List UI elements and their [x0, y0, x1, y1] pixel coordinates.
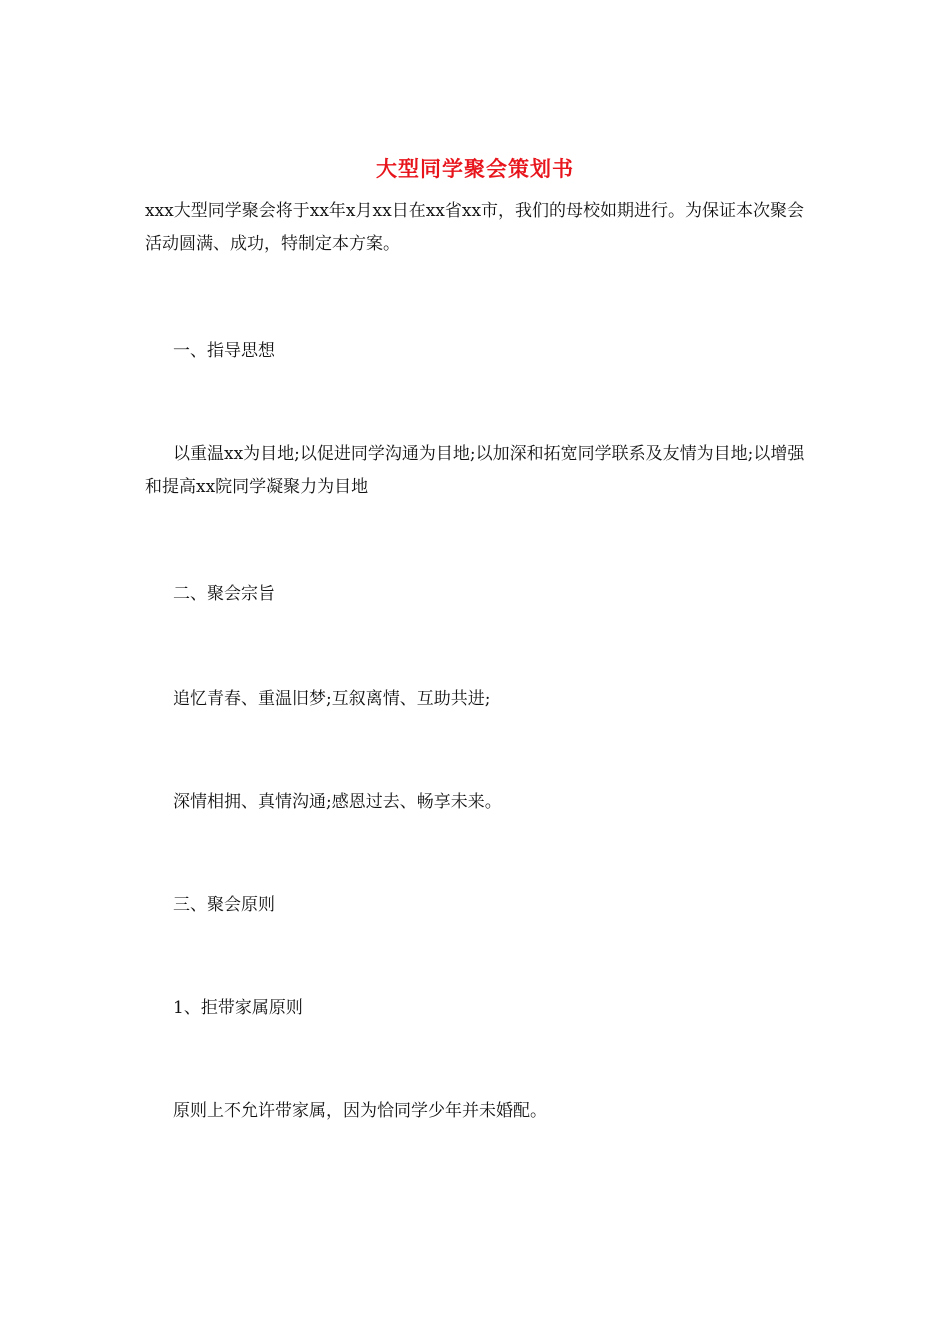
section1-heading: 一、指导思想 — [173, 341, 275, 361]
section2-line-1: 追忆青春、重温旧梦;互叙离情、互助共进; — [173, 689, 491, 709]
section2-line-2: 深情相拥、真情沟通;感恩过去、畅享未来。 — [173, 792, 502, 812]
principle1-body: 原则上不允许带家属，因为恰同学少年并未婚配。 — [173, 1101, 547, 1121]
principle1-heading: 1、拒带家属原则 — [173, 998, 303, 1018]
section3-heading: 三、聚会原则 — [173, 895, 275, 915]
section2-heading: 二、聚会宗旨 — [173, 584, 275, 604]
intro-paragraph: xxx大型同学聚会将于xx年x月xx日在xx省xx市，我们的母校如期进行。为保证本次聚会活动圆满、成功，特制定本方案。 — [145, 201, 805, 254]
section1-body: 以重温xx为目地;以促进同学沟通为目地;以加深和拓宽同学联系及友情为目地;以增强和提高xx院同学凝聚力为目地 — [145, 444, 805, 497]
document-title: 大型同学聚会策划书 — [376, 156, 574, 181]
